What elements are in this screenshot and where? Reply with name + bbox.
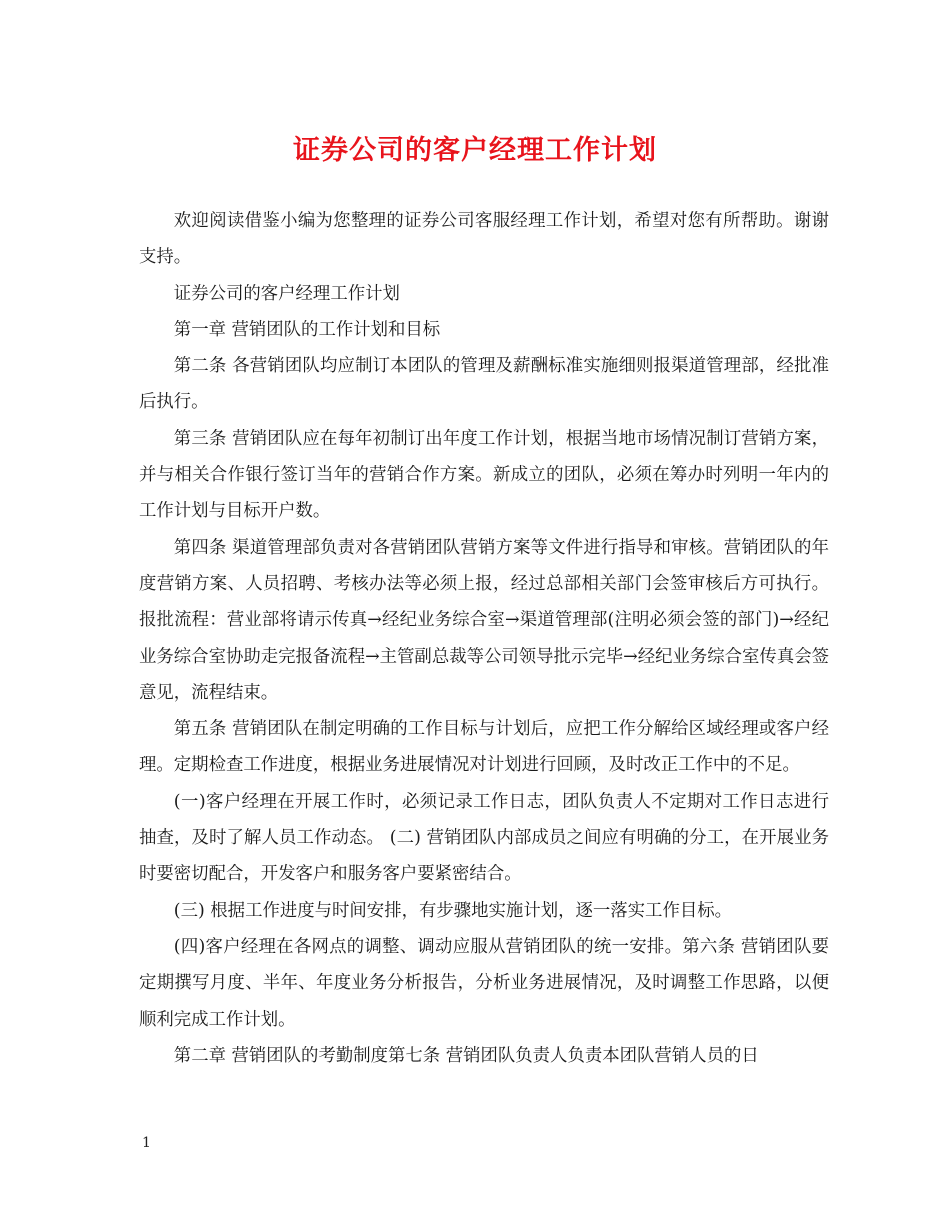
article-four-paragraph: 第四条 渠道管理部负责对各营销团队营销方案等文件进行指导和审核。营销团队的年度营销方案、人员招聘、考核办法等必须上报，经过总部相关部门会签审核后方可执行。报批流程：营业部将请示传真→经纪业务综合室→渠道管理部(注明必须会签的部门)→经纪业务综合室协助走完报备流程→主管副总裁等公司领导批示完毕→经纪业务综合室传真会签意见，流程结束。: [139, 537, 829, 703]
document-title: 证券公司的客户经理工作计划: [293, 135, 657, 166]
page-number: 1: [142, 1135, 151, 1151]
intro-paragraph: 欢迎阅读借鉴小编为您整理的证券公司客服经理工作计划，希望对您有所帮助。谢谢支持。: [139, 211, 829, 268]
item-four-paragraph: (四)客户经理在各网点的调整、调动应服从营销团队的统一安排。第六条 营销团队要定期撰写月度、半年、年度业务分析报告，分析业务进展情况，及时调整工作思路，以便顺利完成工作计划。: [139, 936, 829, 1030]
document-body: [139, 203, 829, 1074]
chapter-two-paragraph: 第二章 营销团队的考勤制度第七条 营销团队负责人负责本团队营销人员的日: [173, 1045, 759, 1066]
article-three-paragraph: 第三条 营销团队应在每年初制订出年度工作计划，根据当地市场情况制订营销方案，并与相关合作银行签订当年的营销合作方案。新成立的团队，必须在筹办时列明一年内的工作计划与目标开户数。: [139, 428, 829, 522]
article-five-paragraph: 第五条 营销团队在制定明确的工作目标与计划后，应把工作分解给区域经理或客户经理。定期检查工作进度，根据业务进展情况对计划进行回顾，及时改正工作中的不足。: [139, 719, 829, 776]
item-three-paragraph: (三) 根据工作进度与时间安排，有步骤地实施计划，逐一落实工作目标。: [173, 900, 733, 921]
item-one-two-paragraph: (一)客户经理在开展工作时，必须记录工作日志，团队负责人不定期对工作日志进行抽查，及时了解人员工作动态。 (二) 营销团队内部成员之间应有明确的分工，在开展业务时要密切配合，开发客户和服务客户要紧密结合。: [139, 791, 829, 885]
subtitle-paragraph: 证券公司的客户经理工作计划: [173, 283, 400, 304]
article-two-paragraph: 第二条 各营销团队均应制订本团队的管理及薪酬标准实施细则报渠道管理部，经批准后执行。: [139, 356, 829, 413]
chapter-one-heading: 第一章 营销团队的工作计划和目标: [173, 319, 441, 340]
